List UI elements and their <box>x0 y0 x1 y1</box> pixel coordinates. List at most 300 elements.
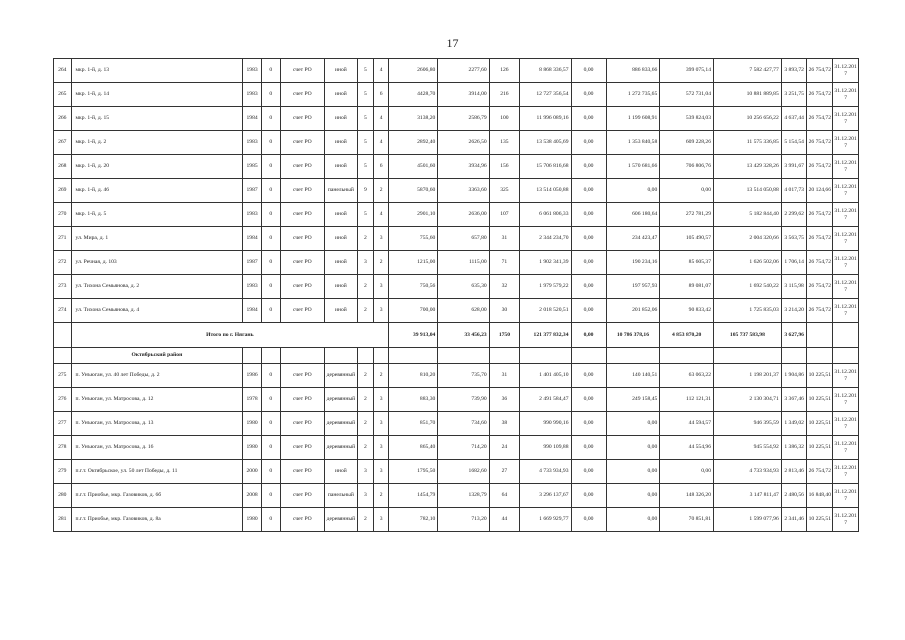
year-cell: 1987 <box>243 179 262 203</box>
deadline-cell: 31.12.2017 <box>833 364 859 388</box>
cost-municipal-cell: 0,00 <box>660 460 714 484</box>
entrances-cell: 3 <box>374 460 389 484</box>
address-cell: п.г.т. Приобье, мкр. Газовиков, д. 8а <box>71 508 243 532</box>
floors-cell: 3 <box>357 484 373 508</box>
empty-cell <box>374 348 389 364</box>
table-row <box>54 460 859 484</box>
cost-total-cell: 1 979 579,22 <box>520 275 571 299</box>
cost-region-cell: 0,00 <box>606 460 660 484</box>
wall-material-cell: иной <box>325 59 358 83</box>
deadline-cell: 31.12.2017 <box>833 59 859 83</box>
row-number-cell: 271 <box>54 227 72 251</box>
max-cost-cell: 26 754,72 <box>807 251 833 275</box>
row-number-cell: 272 <box>54 251 72 275</box>
wall-material-cell: панельный <box>325 484 358 508</box>
deadline-cell: 31.12.2017 <box>833 484 859 508</box>
max-cost-cell: 26 754,72 <box>807 203 833 227</box>
row-number-cell: 270 <box>54 203 72 227</box>
year-cell: 1985 <box>243 155 262 179</box>
total-area-cell: 750,56 <box>389 275 438 299</box>
deadline-cell: 31.12.2017 <box>833 460 859 484</box>
living-area-cell: 713,20 <box>438 508 489 532</box>
specific-cost-cell: 3 893,72 <box>781 59 807 83</box>
zero-cell: 0 <box>261 436 280 460</box>
cost-municipal-cell: 44 554,96 <box>660 436 714 460</box>
total-area-cell: 865,40 <box>389 436 438 460</box>
district-label-cell: Октябрьский район <box>71 348 243 364</box>
account-cell: счет РО <box>280 388 324 412</box>
zero-cell: 0 <box>261 227 280 251</box>
deadline-cell: 31.12.2017 <box>833 436 859 460</box>
cost-fund-cell: 0,00 <box>571 275 606 299</box>
specific-cost-cell: 3 115,98 <box>781 275 807 299</box>
deadline-cell: 31.12.2017 <box>833 131 859 155</box>
empty-cell <box>606 348 660 364</box>
residents-cell: 100 <box>489 107 519 131</box>
living-area-cell: 3363,60 <box>438 179 489 203</box>
zero-cell: 0 <box>261 412 280 436</box>
total-area-cell: 810,20 <box>389 364 438 388</box>
table-row <box>54 131 859 155</box>
floors-cell: 5 <box>357 83 373 107</box>
wall-material-cell: деревянный <box>325 508 358 532</box>
deadline-cell: 31.12.2017 <box>833 155 859 179</box>
deadline-cell: 31.12.2017 <box>833 179 859 203</box>
row-number-cell: 267 <box>54 131 72 155</box>
page-number: 17 <box>446 36 459 50</box>
deadline-cell: 31.12.2017 <box>833 203 859 227</box>
residents-cell: 135 <box>489 131 519 155</box>
row-number-cell: 264 <box>54 59 72 83</box>
zero-cell: 0 <box>261 460 280 484</box>
table-row <box>54 251 859 275</box>
cost-total-cell: 12 727 356,54 <box>520 83 571 107</box>
total-area-cell: 1454,79 <box>389 484 438 508</box>
max-cost-cell: 26 754,72 <box>807 59 833 83</box>
cost-total-cell: 2 344 234,70 <box>520 227 571 251</box>
specific-cost-cell: 3 627,96 <box>781 323 807 348</box>
account-cell: счет РО <box>280 299 324 323</box>
cost-total-cell: 3 296 137,67 <box>520 484 571 508</box>
specific-cost-cell: 4 017,73 <box>781 179 807 203</box>
empty-cell <box>781 348 807 364</box>
floors-cell: 2 <box>357 508 373 532</box>
cost-municipal-cell: 112 121,31 <box>660 388 714 412</box>
max-cost-cell: 16 848,40 <box>807 484 833 508</box>
address-cell: ул. Тихона Семьянова, д. 4 <box>71 299 243 323</box>
address-cell: мкр. 1-й, д. 2 <box>71 131 243 155</box>
total-label-cell: Итого по г. Нягань <box>71 323 389 348</box>
cost-region-cell: 0,00 <box>606 412 660 436</box>
account-cell: счет РО <box>280 59 324 83</box>
max-cost-cell: 26 754,72 <box>807 275 833 299</box>
address-cell: ул. Речная, д. 103 <box>71 251 243 275</box>
cost-fund-cell: 0,00 <box>571 83 606 107</box>
cost-owners-cell: 1 725 835,03 <box>714 299 782 323</box>
specific-cost-cell: 1 349,02 <box>781 412 807 436</box>
year-cell: 1983 <box>243 203 262 227</box>
deadline-cell: 31.12.2017 <box>833 251 859 275</box>
zero-cell: 0 <box>261 131 280 155</box>
year-cell: 2008 <box>243 484 262 508</box>
cost-region-cell: 190 234,16 <box>606 251 660 275</box>
deadline-cell: 31.12.2017 <box>833 299 859 323</box>
floors-cell: 5 <box>357 131 373 155</box>
zero-cell: 0 <box>261 299 280 323</box>
cost-owners-cell: 10 881 889,85 <box>714 83 782 107</box>
max-cost-cell: 10 225,51 <box>807 412 833 436</box>
empty-cell <box>833 348 859 364</box>
zero-cell: 0 <box>261 275 280 299</box>
living-area-cell: 1328,79 <box>438 484 489 508</box>
residents-cell: 27 <box>489 460 519 484</box>
floors-cell: 2 <box>357 227 373 251</box>
table-row <box>54 83 859 107</box>
wall-material-cell: иной <box>325 299 358 323</box>
account-cell: счет РО <box>280 364 324 388</box>
max-cost-cell: 26 754,72 <box>807 460 833 484</box>
cost-municipal-cell: 706 806,76 <box>660 155 714 179</box>
account-cell: счет РО <box>280 436 324 460</box>
specific-cost-cell: 2 341,46 <box>781 508 807 532</box>
cost-municipal-cell: 44 594,57 <box>660 412 714 436</box>
living-area-cell: 2626,50 <box>438 131 489 155</box>
specific-cost-cell: 3 214,20 <box>781 299 807 323</box>
entrances-cell: 4 <box>374 131 389 155</box>
cost-owners-cell: 1 198 201,37 <box>714 364 782 388</box>
cost-total-cell: 2 491 584,47 <box>520 388 571 412</box>
address-cell: мкр. 1-й, д. 14 <box>71 83 243 107</box>
empty-cell <box>357 348 373 364</box>
living-area-cell: 2277,60 <box>438 59 489 83</box>
account-cell: счет РО <box>280 107 324 131</box>
floors-cell: 5 <box>357 107 373 131</box>
account-cell: счет РО <box>280 251 324 275</box>
zero-cell: 0 <box>261 107 280 131</box>
deadline-cell: 31.12.2017 <box>833 227 859 251</box>
cost-fund-cell: 0,00 <box>571 179 606 203</box>
year-cell: 1980 <box>243 508 262 532</box>
total-area-cell: 4428,70 <box>389 83 438 107</box>
address-cell: п.г.т. Октябрьское, ул. 50 лет Победы, д. 11 <box>71 460 243 484</box>
address-cell: п. Унъюган, ул. 40 лет Победы, д. 2 <box>71 364 243 388</box>
living-area-cell: 657,80 <box>438 227 489 251</box>
residents-cell: 38 <box>489 412 519 436</box>
wall-material-cell: иной <box>325 227 358 251</box>
entrances-cell: 3 <box>374 412 389 436</box>
cost-region-cell: 0,00 <box>606 508 660 532</box>
empty-cell <box>54 323 72 348</box>
entrances-cell: 6 <box>374 83 389 107</box>
cost-total-cell: 990 990,16 <box>520 412 571 436</box>
empty-cell <box>261 348 280 364</box>
account-cell: счет РО <box>280 460 324 484</box>
specific-cost-cell: 3 563,75 <box>781 227 807 251</box>
address-cell: мкр. 1-й, д. 15 <box>71 107 243 131</box>
wall-material-cell: иной <box>325 83 358 107</box>
cost-region-cell: 886 833,66 <box>606 59 660 83</box>
zero-cell: 0 <box>261 508 280 532</box>
residents-cell: 31 <box>489 227 519 251</box>
table-row <box>54 299 859 323</box>
empty-cell <box>389 348 438 364</box>
cost-total-cell: 121 377 832,34 <box>520 323 571 348</box>
specific-cost-cell: 2 813,46 <box>781 460 807 484</box>
empty-cell <box>520 348 571 364</box>
zero-cell: 0 <box>261 484 280 508</box>
table-row <box>54 364 859 388</box>
total-area-cell: 4501,60 <box>389 155 438 179</box>
row-number-cell: 275 <box>54 364 72 388</box>
cost-fund-cell: 0,00 <box>571 436 606 460</box>
account-cell: счет РО <box>280 484 324 508</box>
cost-region-cell: 10 786 378,16 <box>606 323 660 348</box>
cost-total-cell: 13 514 050,88 <box>520 179 571 203</box>
empty-cell <box>807 323 833 348</box>
cost-municipal-cell: 90 833,42 <box>660 299 714 323</box>
year-cell: 2000 <box>243 460 262 484</box>
cost-total-cell: 2 018 520,51 <box>520 299 571 323</box>
wall-material-cell: иной <box>325 251 358 275</box>
entrances-cell: 6 <box>374 155 389 179</box>
living-area-cell: 33 456,23 <box>438 323 489 348</box>
year-cell: 1983 <box>243 59 262 83</box>
cost-owners-cell: 10 256 656,22 <box>714 107 782 131</box>
cost-total-cell: 1 902 341,39 <box>520 251 571 275</box>
max-cost-cell: 20 124,66 <box>807 179 833 203</box>
account-cell: счет РО <box>280 275 324 299</box>
total-area-cell: 2892,40 <box>389 131 438 155</box>
max-cost-cell: 26 754,72 <box>807 83 833 107</box>
cost-municipal-cell: 272 781,29 <box>660 203 714 227</box>
account-cell: счет РО <box>280 155 324 179</box>
cost-owners-cell: 4 733 934,93 <box>714 460 782 484</box>
cost-owners-cell: 945 554,92 <box>714 436 782 460</box>
entrances-cell: 4 <box>374 107 389 131</box>
floors-cell: 2 <box>357 275 373 299</box>
cost-fund-cell: 0,00 <box>571 203 606 227</box>
cost-total-cell: 4 733 934,93 <box>520 460 571 484</box>
max-cost-cell: 26 754,72 <box>807 131 833 155</box>
address-cell: п.г.т. Приобье, мкр. Газовиков, д. 6б <box>71 484 243 508</box>
entrances-cell: 3 <box>374 508 389 532</box>
cost-municipal-cell: 399 075,14 <box>660 59 714 83</box>
zero-cell: 0 <box>261 364 280 388</box>
empty-cell <box>833 323 859 348</box>
cost-municipal-cell: 89 081,07 <box>660 275 714 299</box>
address-cell: мкр. 1-й, д. 5 <box>71 203 243 227</box>
cost-owners-cell: 105 737 583,98 <box>714 323 782 348</box>
table-row <box>54 388 859 412</box>
deadline-cell: 31.12.2017 <box>833 83 859 107</box>
max-cost-cell: 10 225,51 <box>807 364 833 388</box>
total-area-cell: 1215,00 <box>389 251 438 275</box>
residents-cell: 24 <box>489 436 519 460</box>
cost-fund-cell: 0,00 <box>571 364 606 388</box>
floors-cell: 3 <box>357 460 373 484</box>
empty-cell <box>280 348 324 364</box>
residents-cell: 44 <box>489 508 519 532</box>
max-cost-cell: 10 225,51 <box>807 388 833 412</box>
deadline-cell: 31.12.2017 <box>833 388 859 412</box>
address-cell: мкр. 1-й, д. 20 <box>71 155 243 179</box>
table-row <box>54 436 859 460</box>
cost-owners-cell: 3 147 811,47 <box>714 484 782 508</box>
zero-cell: 0 <box>261 251 280 275</box>
year-cell: 1980 <box>243 436 262 460</box>
cost-municipal-cell: 63 063,22 <box>660 364 714 388</box>
cost-municipal-cell: 4 853 870,20 <box>660 323 714 348</box>
zero-cell: 0 <box>261 83 280 107</box>
entrances-cell: 4 <box>374 59 389 83</box>
living-area-cell: 2586,79 <box>438 107 489 131</box>
year-cell: 1980 <box>243 412 262 436</box>
cost-total-cell: 15 706 816,68 <box>520 155 571 179</box>
living-area-cell: 635,30 <box>438 275 489 299</box>
empty-cell <box>489 348 519 364</box>
cost-fund-cell: 0,00 <box>571 227 606 251</box>
table-row <box>54 59 859 83</box>
total-area-cell: 755,60 <box>389 227 438 251</box>
cost-municipal-cell: 105 490,57 <box>660 227 714 251</box>
wall-material-cell: иной <box>325 131 358 155</box>
cost-municipal-cell: 0,00 <box>660 179 714 203</box>
living-area-cell: 739,90 <box>438 388 489 412</box>
empty-cell <box>807 348 833 364</box>
address-cell: ул. Мира, д. 1 <box>71 227 243 251</box>
table-row <box>54 484 859 508</box>
residents-cell: 156 <box>489 155 519 179</box>
entrances-cell: 4 <box>374 203 389 227</box>
cost-fund-cell: 0,00 <box>571 155 606 179</box>
entrances-cell: 3 <box>374 227 389 251</box>
row-number-cell: 277 <box>54 412 72 436</box>
cost-owners-cell: 1 626 502,06 <box>714 251 782 275</box>
district-header-row <box>54 348 859 364</box>
year-cell: 1984 <box>243 299 262 323</box>
cost-total-cell: 8 868 336,57 <box>520 59 571 83</box>
total-area-cell: 782,10 <box>389 508 438 532</box>
living-area-cell: 735,70 <box>438 364 489 388</box>
empty-cell <box>571 348 606 364</box>
total-area-cell: 851,70 <box>389 412 438 436</box>
table-row <box>54 275 859 299</box>
max-cost-cell: 26 754,72 <box>807 227 833 251</box>
year-cell: 1986 <box>243 364 262 388</box>
floors-cell: 2 <box>357 412 373 436</box>
specific-cost-cell: 1 706,14 <box>781 251 807 275</box>
year-cell: 1983 <box>243 83 262 107</box>
zero-cell: 0 <box>261 179 280 203</box>
empty-cell <box>660 348 714 364</box>
row-number-cell: 273 <box>54 275 72 299</box>
cost-region-cell: 1 353 840,58 <box>606 131 660 155</box>
table-row <box>54 179 859 203</box>
year-cell: 1983 <box>243 131 262 155</box>
wall-material-cell: панельный <box>325 179 358 203</box>
row-number-cell: 276 <box>54 388 72 412</box>
floors-cell: 5 <box>357 155 373 179</box>
deadline-cell: 31.12.2017 <box>833 107 859 131</box>
cost-municipal-cell: 70 851,81 <box>660 508 714 532</box>
specific-cost-cell: 3 251,75 <box>781 83 807 107</box>
account-cell: счет РО <box>280 203 324 227</box>
floors-cell: 2 <box>357 388 373 412</box>
cost-fund-cell: 0,00 <box>571 412 606 436</box>
residents-cell: 30 <box>489 299 519 323</box>
row-number-cell: 269 <box>54 179 72 203</box>
address-cell: п. Унъюган, ул. Матросова, д. 16 <box>71 436 243 460</box>
living-area-cell: 3914,00 <box>438 83 489 107</box>
residents-cell: 325 <box>489 179 519 203</box>
account-cell: счет РО <box>280 179 324 203</box>
cost-region-cell: 0,00 <box>606 484 660 508</box>
residents-cell: 126 <box>489 59 519 83</box>
residents-cell: 64 <box>489 484 519 508</box>
empty-cell <box>438 348 489 364</box>
year-cell: 1983 <box>243 275 262 299</box>
living-area-cell: 1682,60 <box>438 460 489 484</box>
specific-cost-cell: 3 367,46 <box>781 388 807 412</box>
row-number-cell: 274 <box>54 299 72 323</box>
cost-owners-cell: 1 599 077,96 <box>714 508 782 532</box>
cost-total-cell: 13 538 405,69 <box>520 131 571 155</box>
zero-cell: 0 <box>261 388 280 412</box>
table-row <box>54 107 859 131</box>
year-cell: 1978 <box>243 388 262 412</box>
row-number-cell: 281 <box>54 508 72 532</box>
cost-fund-cell: 0,00 <box>571 460 606 484</box>
cost-region-cell: 606 180,64 <box>606 203 660 227</box>
residents-cell: 1750 <box>489 323 519 348</box>
empty-cell <box>54 348 72 364</box>
wall-material-cell: деревянный <box>325 412 358 436</box>
floors-cell: 9 <box>357 179 373 203</box>
table-row <box>54 508 859 532</box>
living-area-cell: 628,00 <box>438 299 489 323</box>
cost-municipal-cell: 609 228,26 <box>660 131 714 155</box>
total-area-cell: 3138,20 <box>389 107 438 131</box>
cost-owners-cell: 13 514 050,88 <box>714 179 782 203</box>
cost-region-cell: 0,00 <box>606 436 660 460</box>
table-row <box>54 227 859 251</box>
table-row <box>54 412 859 436</box>
cost-owners-cell: 11 575 336,85 <box>714 131 782 155</box>
row-number-cell: 280 <box>54 484 72 508</box>
year-cell: 1987 <box>243 251 262 275</box>
floors-cell: 5 <box>357 59 373 83</box>
deadline-cell: 31.12.2017 <box>833 412 859 436</box>
wall-material-cell: иной <box>325 107 358 131</box>
account-cell: счет РО <box>280 508 324 532</box>
max-cost-cell: 10 225,51 <box>807 436 833 460</box>
floors-cell: 3 <box>357 251 373 275</box>
entrances-cell: 3 <box>374 275 389 299</box>
cost-region-cell: 1 272 735,65 <box>606 83 660 107</box>
cost-fund-cell: 0,00 <box>571 484 606 508</box>
entrances-cell: 3 <box>374 388 389 412</box>
residents-cell: 71 <box>489 251 519 275</box>
empty-cell <box>714 348 782 364</box>
cost-municipal-cell: 148 326,20 <box>660 484 714 508</box>
entrances-cell: 3 <box>374 436 389 460</box>
cost-total-cell: 6 061 806,33 <box>520 203 571 227</box>
max-cost-cell: 26 754,72 <box>807 107 833 131</box>
residents-cell: 107 <box>489 203 519 227</box>
wall-material-cell: иной <box>325 203 358 227</box>
specific-cost-cell: 1 386,32 <box>781 436 807 460</box>
wall-material-cell: иной <box>325 155 358 179</box>
